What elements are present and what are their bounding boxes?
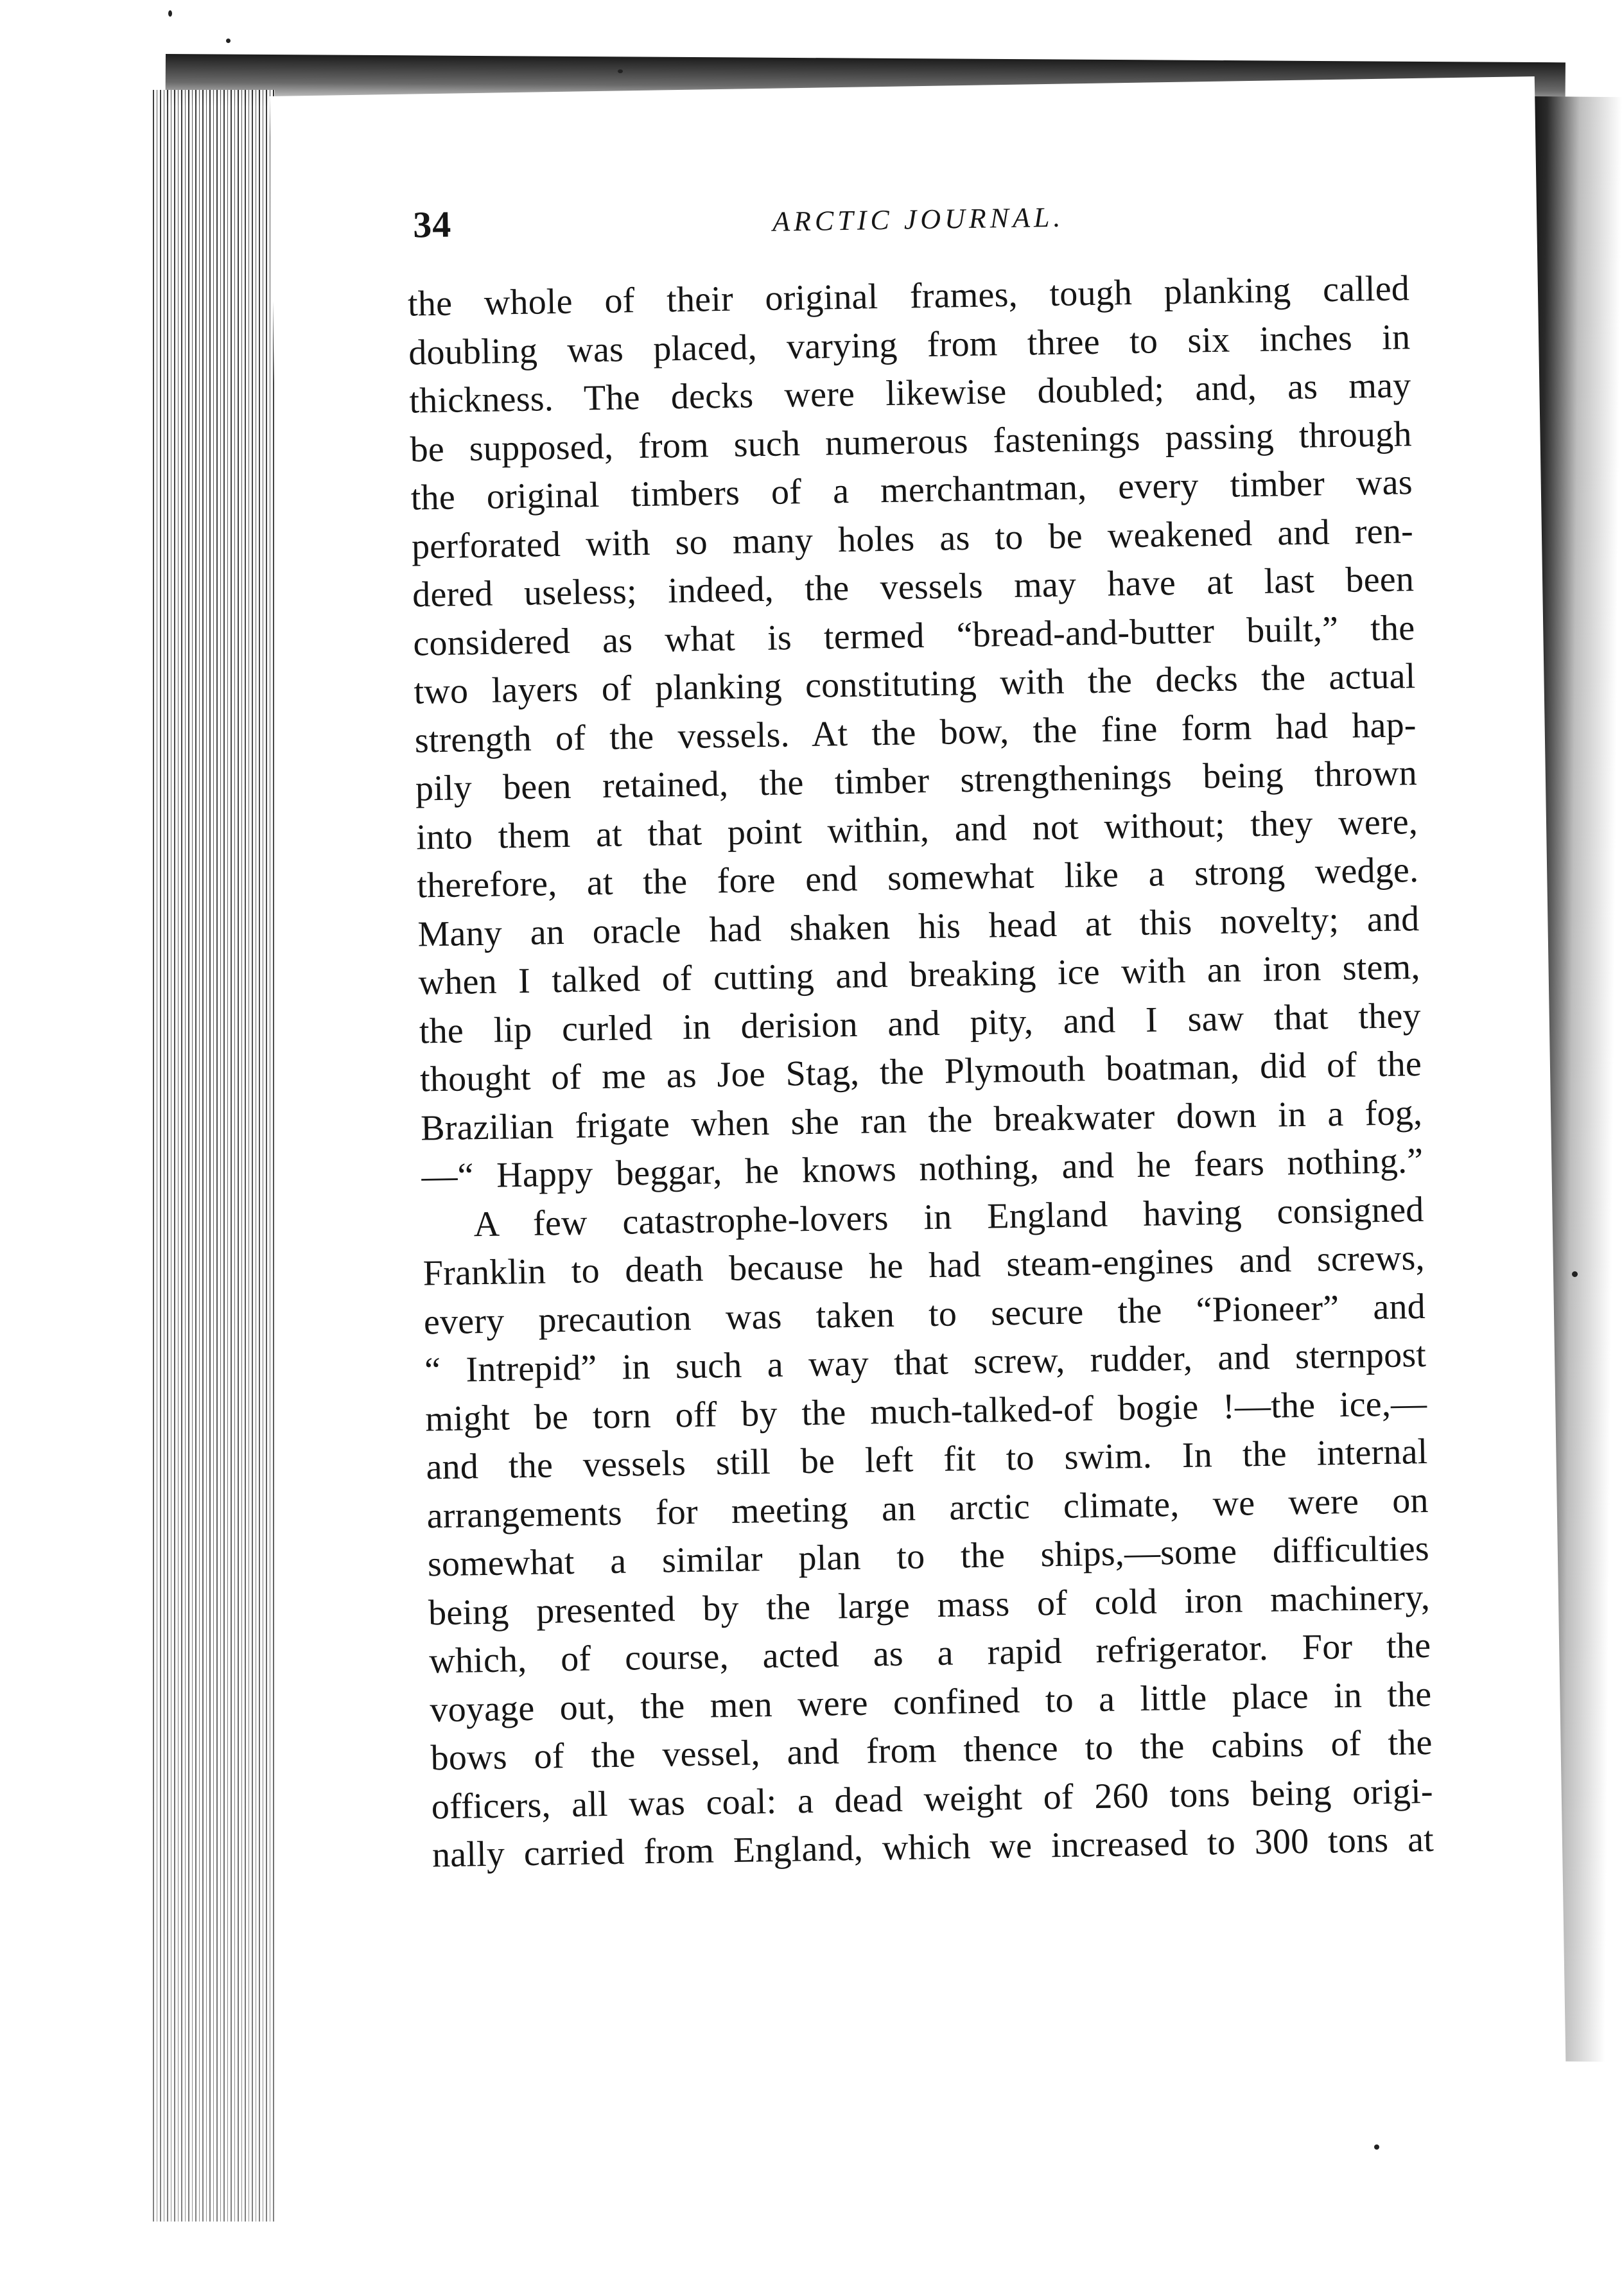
text-line: Brazilian frigate when she ran the breakwater down in a fog, (420, 1092, 1423, 1148)
text-line: doubling was placed, varying from three to six inches in (408, 317, 1411, 373)
text-line: perforated with so many holes as to be weakened and ren- (411, 510, 1414, 567)
text-line: —“ Happy beggar, he knows nothing, and he fears nothing.” (421, 1140, 1424, 1197)
text-line: the whole of their original frames, tough planking called (407, 268, 1410, 324)
scan-speck (168, 10, 172, 17)
text-line: nally carried from England, which we increased to 300 tons at (432, 1819, 1435, 1875)
text-line: somewhat a similar plan to the ships,—some difficulties (427, 1528, 1430, 1585)
text-line: pily been retained, the timber strengthenings being thrown (415, 753, 1418, 809)
text-line: arrangements for meeting an arctic climate, we were on (426, 1480, 1429, 1536)
text-line: Many an oracle had shaken his head at this novelty; and (417, 898, 1420, 955)
text-line: and the vessels still be left fit to swim. In the internal (426, 1431, 1428, 1488)
book-page (270, 76, 1568, 2234)
text-line: “ Intrepid” in such a way that screw, rudder, and sternpost (424, 1334, 1427, 1391)
text-line: bows of the vessel, and from thence to the cabins of the (430, 1722, 1433, 1779)
text-line: the original timbers of a merchantman, every timber was (410, 462, 1413, 518)
text-line: which, of course, acted as a rapid refrigerator. For the (428, 1625, 1431, 1682)
running-title: ARCTIC JOURNAL. (772, 201, 1065, 238)
text-line: when I talked of cutting and breaking ice with an iron stem, (418, 947, 1421, 1003)
page-number: 34 (412, 203, 452, 246)
text-line: considered as what is termed “bread-and-butter built,” the (412, 607, 1415, 664)
scan-speck (226, 39, 231, 43)
text-line: being presented by the large mass of cold iron machinery, (428, 1577, 1431, 1633)
scan-speck (1572, 1271, 1578, 1277)
paragraph-first-line: A few catastrophe-lovers in England having consigned (473, 1189, 1424, 1244)
text-line: voyage out, the men were confined to a little place in the (430, 1674, 1432, 1730)
text-line: thickness. The decks were likewise doubled; and, as may (408, 365, 1411, 421)
text-line: thought of me as Joe Stag, the Plymouth boatman, did of the (419, 1044, 1422, 1100)
scan-speck (1374, 2144, 1379, 2150)
text-line: Franklin to death because he had steam-engines and screws, (423, 1237, 1426, 1294)
text-line: every precaution was taken to secure the “Pioneer” and (423, 1286, 1426, 1342)
text-line: strength of the vessels. At the bow, the fine form had hap- (414, 704, 1417, 761)
text-line: officers, all was coal: a dead weight of 260 tons being origi- (431, 1771, 1434, 1827)
text-line: might be torn off by the much-talked-of bogie !—the ice,— (424, 1383, 1427, 1439)
text-line: dered useless; indeed, the vessels may have at last been (412, 559, 1415, 615)
page-edge-fade (153, 90, 275, 2222)
text-line: therefore, at the fore end somewhat like a strong wedge. (416, 850, 1419, 906)
text-line: into them at that point within, and not without; they were, (415, 801, 1418, 858)
text-line: two layers of planking constituting with the decks the actual (414, 656, 1416, 712)
scan-speck (618, 69, 623, 73)
text-line: the lip curled in derision and pity, and I saw that they (419, 995, 1422, 1052)
text-line: be supposed, from such numerous fastenings passing through (410, 413, 1412, 470)
body-text (408, 265, 1435, 1880)
running-head (413, 187, 1415, 254)
